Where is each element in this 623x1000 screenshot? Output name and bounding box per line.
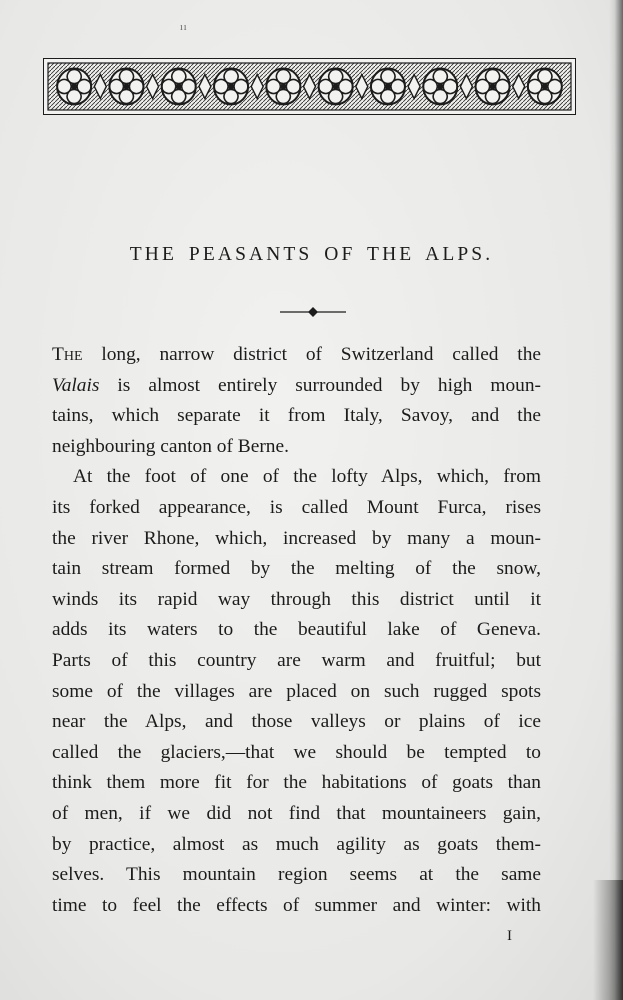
line-text: time to feel the effects of summer and winter: with [52,894,541,916]
text-line [52,554,541,585]
line-text: tain stream formed by the melting of the snow, [52,558,541,580]
text-line [52,860,541,891]
text-line [52,462,541,493]
text-line [52,524,541,555]
line-text: Parts of this country are warm and fruitful; but [52,649,541,671]
lead-word: The [52,344,83,365]
ornament-center-dot [438,84,442,88]
text-line [52,677,541,708]
ornament-center-dot [124,84,128,88]
text-line [52,799,541,830]
line-text: At the foot of one of the lofty Alps, which, from [73,466,541,488]
line-text: of men, if we did not find that mountaineers gain, [52,802,541,824]
line-text: think them more fit for the habitations of goats than [52,772,541,794]
ornament-center-dot [72,84,76,88]
page-signature-number: I [507,928,512,944]
page-corner-shadow [593,880,623,1000]
ornament-center-dot [386,84,390,88]
text-line [52,493,541,524]
text-line [52,340,541,371]
line-text: winds its rapid way through this district until it [52,588,541,610]
ornament-center-dot [543,84,547,88]
line-text: near the Alps, and those valleys or plains of ice [52,711,541,733]
line-text: some of the villages are placed on such rugged spots [52,680,541,702]
title-divider-ornament [280,305,346,319]
text-line [52,585,541,616]
ornamental-border-band [43,58,576,115]
text-line [52,738,541,769]
chapter-title: THE PEASANTS OF THE ALPS. [129,244,494,265]
line-text: its forked appearance, is called Mount Furca, rises [52,496,541,518]
ornament-center-dot [333,84,337,88]
text-line [52,646,541,677]
line-text: long, narrow district of Switzerland called the [82,344,541,365]
text-line [52,707,541,738]
line-text: tains, which separate it from Italy, Savoy, and the [52,405,541,427]
line-text: by practice, almost as much agility as goats them- [52,833,541,855]
text-line [52,891,541,922]
ornament-center-dot [281,84,285,88]
line-text: called the glaciers,—that we should be tempted to [52,741,541,763]
line-text: is almost entirely surrounded by high moun- [99,374,541,396]
text-line [52,432,541,463]
line-text: adds its waters to the beautiful lake of Geneva. [52,619,541,641]
body-text [52,340,541,921]
line-text: selves. This mountain region seems at the same [52,864,541,886]
ornament-center-dot [177,84,181,88]
text-line [52,371,541,402]
text-line [52,768,541,799]
text-line [52,615,541,646]
text-line [52,830,541,861]
ornament-center-dot [229,84,233,88]
top-mark: ıı [180,22,188,33]
line-text: neighbouring canton of Berne. [52,435,289,457]
ornament-center-dot [490,84,494,88]
page-edge-shadow [609,0,623,1000]
line-text: the river Rhone, which, increased by many a moun- [52,527,541,549]
text-line [52,401,541,432]
italic-term: Valais [52,374,100,396]
